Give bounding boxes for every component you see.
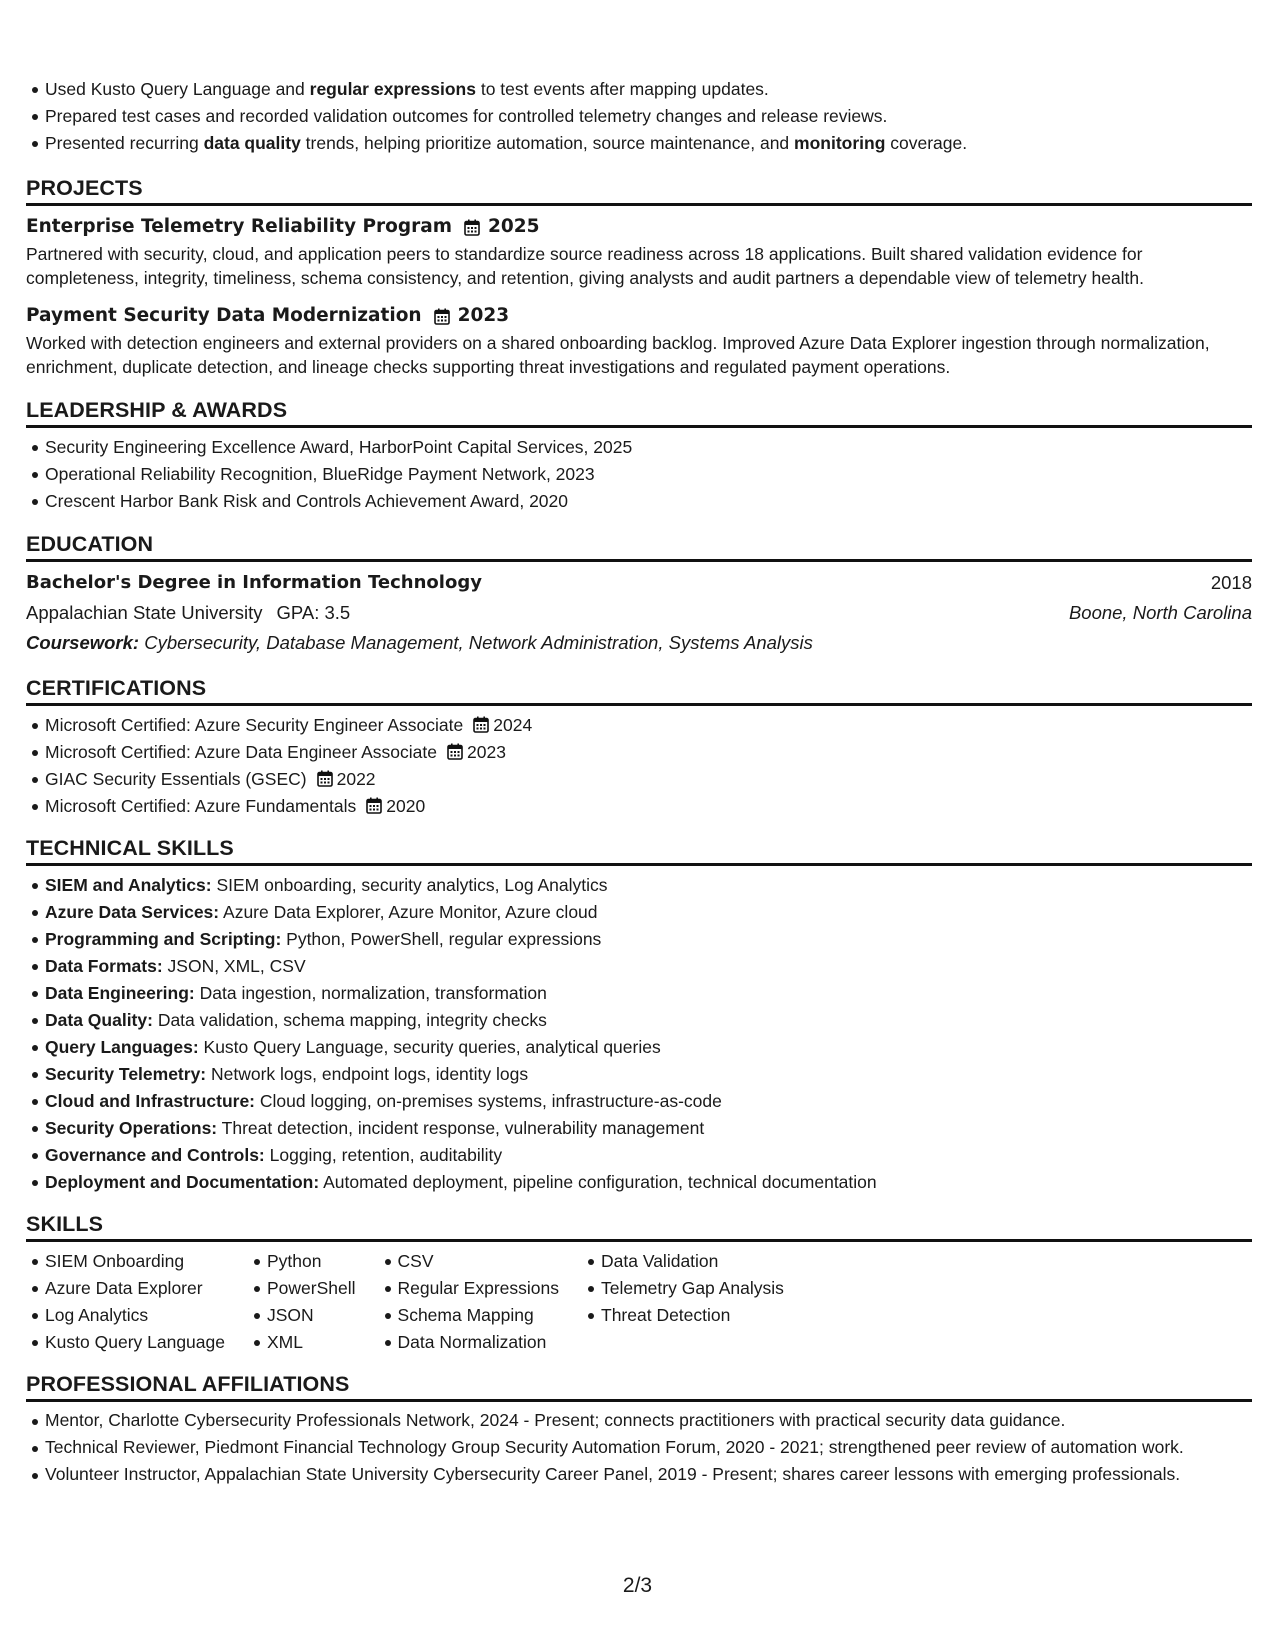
calendar-icon — [366, 797, 382, 814]
skills-column — [582, 1248, 784, 1356]
list-item: Python — [267, 1248, 356, 1275]
project-description: Partnered with security, cloud, and application peers to standardize source readiness across 18 applications. Built shared validation evidence for completeness, integrity, timeliness, schema consistency, and retention, giving analysts and audit partners a dependable view of telemetry health. — [26, 244, 1145, 288]
resume-page — [26, 76, 1252, 1486]
page-number: 2/3 — [622, 1574, 653, 1597]
list-item: Regular Expressions — [398, 1275, 559, 1302]
list-item: Threat Detection — [601, 1302, 784, 1329]
project-name: Enterprise Telemetry Reliability Program — [26, 216, 453, 237]
section-title-leadership: LEADERSHIP & AWARDS — [26, 397, 1252, 428]
gpa: GPA: 3.5 — [276, 602, 351, 623]
technical-skills-list — [26, 872, 1252, 1196]
list-item: Operational Reliability Recognition, BlueRidge Payment Network, 2023 — [45, 461, 1252, 488]
project-year: 2025 — [488, 216, 540, 237]
list-item: Microsoft Certified: Azure Data Engineer Associate 2023 — [45, 739, 1252, 766]
list-item: PowerShell — [267, 1275, 356, 1302]
section-title-technical-skills: TECHNICAL SKILLS — [26, 835, 1252, 866]
list-item: Presented recurring data quality trends, helping prioritize automation, source maintenance, and monitoring coverage. — [45, 130, 1252, 157]
list-item: Used Kusto Query Language and regular expressions to test events after mapping updates. — [45, 76, 1252, 103]
list-item: Query Languages: Kusto Query Language, security queries, analytical queries — [45, 1034, 1252, 1061]
list-item: Crescent Harbor Bank Risk and Controls Achievement Award, 2020 — [45, 488, 1252, 515]
calendar-icon — [317, 770, 333, 787]
list-item: Log Analytics — [45, 1302, 225, 1329]
project-description: Worked with detection engineers and external providers on a shared onboarding backlog. Improved Azure Data Explorer ingestion through normalization, enrichment, duplicate detection, and lineage checks supporting threat investigations and regulated payment operations. — [26, 333, 1210, 377]
list-item: Security Telemetry: Network logs, endpoint logs, identity logs — [45, 1061, 1252, 1088]
list-item: Cloud and Infrastructure: Cloud logging, on-premises systems, infrastructure-as-code — [45, 1088, 1252, 1115]
list-item: Data Validation — [601, 1248, 784, 1275]
section-title-affiliations: PROFESSIONAL AFFILIATIONS — [26, 1371, 1252, 1402]
education-degree-row — [26, 568, 1252, 598]
list-item: Data Normalization — [398, 1329, 559, 1356]
calendar-icon — [464, 219, 480, 236]
degree-name: Bachelor's Degree in Information Technology — [26, 572, 482, 593]
list-item: XML — [267, 1329, 356, 1356]
skills-column — [379, 1248, 559, 1356]
section-title-skills: SKILLS — [26, 1211, 1252, 1242]
project-entry — [26, 303, 1252, 379]
list-item: Technical Reviewer, Piedmont Financial Technology Group Security Automation Forum, 2020 - 2021; strengthened peer review of automation work. — [45, 1435, 1232, 1459]
graduation-year: 2018 — [1210, 572, 1252, 593]
list-item: Security Operations: Threat detection, incident response, vulnerability management — [45, 1115, 1252, 1142]
list-item: SIEM Onboarding — [45, 1248, 225, 1275]
calendar-icon — [447, 743, 463, 760]
school-location: Boone, North Carolina — [1068, 602, 1252, 623]
list-item: Prepared test cases and recorded validation outcomes for controlled telemetry changes and release reviews. — [45, 103, 1252, 130]
certifications-list — [26, 712, 1252, 820]
project-year: 2023 — [457, 305, 510, 326]
list-item: Azure Data Explorer — [45, 1275, 225, 1302]
coursework-label: Coursework: — [26, 632, 140, 653]
skills-column — [26, 1248, 225, 1356]
coursework-row — [26, 628, 1252, 658]
list-item: Programming and Scripting: Python, PowerShell, regular expressions — [45, 926, 1252, 953]
list-item: Volunteer Instructor, Appalachian State University Cybersecurity Career Panel, 2019 - Present; shares career lessons with emerging professionals. — [45, 1462, 1232, 1486]
list-item: Azure Data Services: Azure Data Explorer, Azure Monitor, Azure cloud — [45, 899, 1252, 926]
list-item: Microsoft Certified: Azure Security Engineer Associate 2024 — [45, 712, 1252, 739]
project-entry — [26, 214, 1252, 290]
list-item: SIEM and Analytics: SIEM onboarding, security analytics, Log Analytics — [45, 872, 1252, 899]
section-title-education: EDUCATION — [26, 531, 1252, 562]
section-title-projects: PROJECTS — [26, 175, 1252, 206]
education-school-row — [26, 598, 1252, 628]
list-item: JSON — [267, 1302, 356, 1329]
list-item: Deployment and Documentation: Automated deployment, pipeline configuration, technical documentation — [45, 1169, 1252, 1196]
experience-bullets — [26, 76, 1252, 157]
list-item: Governance and Controls: Logging, retention, auditability — [45, 1142, 1252, 1169]
list-item: Data Quality: Data validation, schema mapping, integrity checks — [45, 1007, 1252, 1034]
calendar-icon — [473, 716, 489, 733]
skills-column — [248, 1248, 356, 1356]
list-item: Data Formats: JSON, XML, CSV — [45, 953, 1252, 980]
list-item: CSV — [398, 1248, 559, 1275]
school-name: Appalachian State University — [26, 602, 263, 623]
affiliations-list — [26, 1408, 1232, 1486]
list-item: Mentor, Charlotte Cybersecurity Professionals Network, 2024 - Present; connects practitioners with practical security data guidance. — [45, 1408, 1232, 1432]
project-name: Payment Security Data Modernization — [26, 305, 422, 326]
list-item: Schema Mapping — [398, 1302, 559, 1329]
list-item: Kusto Query Language — [45, 1329, 225, 1356]
coursework-list: Cybersecurity, Database Management, Network Administration, Systems Analysis — [144, 632, 813, 653]
section-title-certifications: CERTIFICATIONS — [26, 675, 1252, 706]
list-item: Data Engineering: Data ingestion, normalization, transformation — [45, 980, 1252, 1007]
list-item: Security Engineering Excellence Award, HarborPoint Capital Services, 2025 — [45, 434, 1252, 461]
list-item: Microsoft Certified: Azure Fundamentals 2020 — [45, 793, 1252, 820]
calendar-icon — [434, 308, 450, 325]
leadership-list — [26, 434, 1252, 515]
list-item: GIAC Security Essentials (GSEC) 2022 — [45, 766, 1252, 793]
list-item: Telemetry Gap Analysis — [601, 1275, 784, 1302]
skills-grid — [26, 1248, 1252, 1356]
